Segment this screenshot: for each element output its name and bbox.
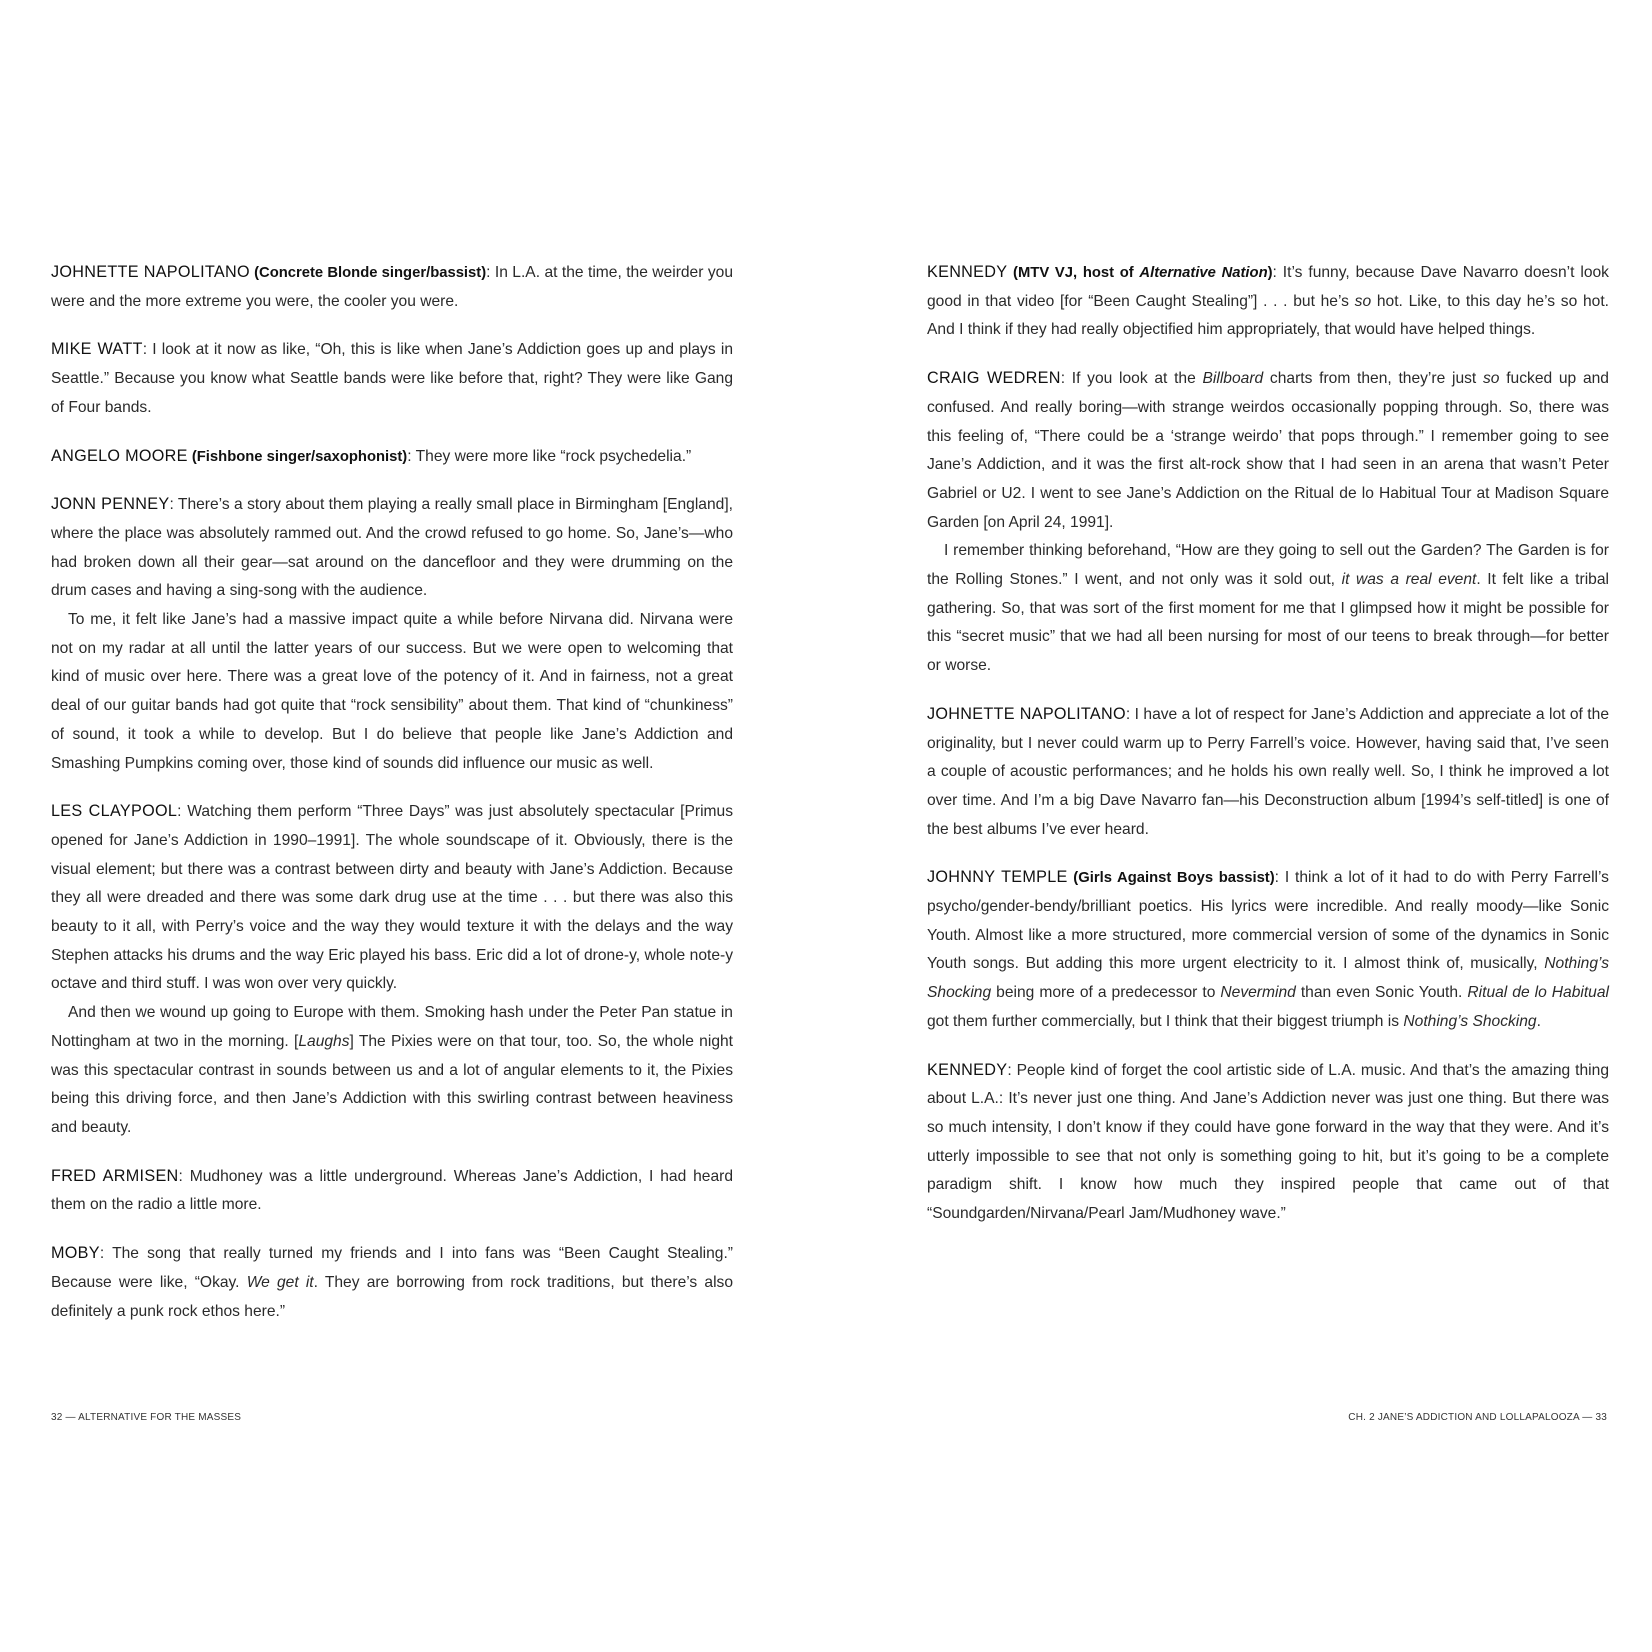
right-page-text [927, 258, 1609, 1248]
text-segment: than even Sonic Youth. [1295, 984, 1468, 1002]
text-segment: so [1354, 292, 1372, 310]
entry-paragraph [927, 863, 1609, 1036]
text-segment: : I have a lot of respect for Jane’s Addiction and appreciate a lot of the originality, but I never could warm up to Perry Farrell’s voice. However, having said that, I’ve seen a couple of acoustic performances; and he holds his own really well. So, I think he improved a lot over time. And I’m a big Dave Navarro fan—his Deconstruction album [1994’s self-titled] is one of the best albums I’ve ever heard. [927, 705, 1609, 838]
speaker-name: JOHNNY TEMPLE [927, 868, 1068, 887]
speaker-role: Alternative Nation [1139, 265, 1268, 281]
text-segment: Billboard [1202, 370, 1264, 388]
entry-paragraph [51, 1239, 733, 1326]
text-segment: ] The Pixies were on that tour, too. So, the whole night was this spectacular contrast in sounds between us and a lot of angular elements to it, the Pixies being this driving force, and then Jane’s Addiction with this swirling contrast between heaviness and beauty. [51, 1032, 733, 1136]
text-segment: so [1483, 370, 1500, 388]
interview-entry [51, 335, 733, 422]
interview-entry [51, 258, 733, 316]
speaker-name: ANGELO MOORE [51, 446, 188, 465]
text-segment: it was a real event [1341, 571, 1477, 589]
text-segment: hot. Like, to this day he’s so hot. And I think if they had really objectified him appropriately, that would have helped things. [927, 292, 1609, 339]
text-segment: : I think a lot of it had to do with Perry Farrell’s psycho/gender-bendy/brilliant poetics. His lyrics were incredible. And really moody—like Sonic Youth. Almost like a more structured, more commercial version of some of the dynamics in Sonic Youth songs. But adding this more urgent electricity to it. I almost think of, musically, [927, 869, 1609, 973]
text-segment: And then we wound up going to Europe with them. Smoking hash under the Peter Pan statue in Nottingham at two in the morning. [ [51, 1004, 733, 1050]
text-segment: We get it [246, 1273, 314, 1291]
interview-entry [51, 1162, 733, 1220]
entry-paragraph [51, 442, 733, 472]
interview-entry [51, 1239, 733, 1326]
speaker-role: (Concrete Blonde singer/bassist) [249, 265, 487, 281]
text-segment: : Mudhoney was a little underground. Whereas Jane’s Addiction, I had heard them on the radio a little more. [51, 1167, 733, 1214]
interview-entry [927, 700, 1609, 845]
text-segment: I remember thinking beforehand, “How are they going to sell out the Garden? The Garden is for the Rolling Stones.” I went, and not only was it sold out, [927, 542, 1609, 589]
text-segment: . It felt like a tribal gathering. So, that was sort of the first moment for me that I glimpsed how it might be possible for this “secret music” that we had all been nursing for most of our teens to break through—for better or worse. [927, 571, 1609, 675]
text-segment: : It’s funny, because Dave Navarro doesn’t look good in that video [for “Been Caught Stealing”] . . . but he’s [927, 264, 1609, 310]
entry-paragraph [927, 364, 1609, 537]
speaker-name: KENNEDY [927, 263, 1008, 281]
speaker-name: MIKE WATT [51, 340, 143, 359]
entry-paragraph [51, 490, 733, 606]
text-segment: : I look at it now as like, “Oh, this is like when Jane’s Addiction goes up and plays in Seattle.” Because you know what Seattle bands were like before that, right? They were like Gang of Four bands. [51, 341, 733, 416]
left-page-text [51, 258, 733, 1345]
interview-entry [51, 797, 733, 1142]
text-segment: . They are borrowing from rock traditions, but there’s also definitely a punk rock ethos here.” [51, 1273, 733, 1320]
interview-entry [927, 1056, 1609, 1229]
text-segment: : They were more like “rock psychedelia.” [407, 447, 692, 465]
speaker-role: ) [1267, 265, 1273, 281]
speaker-role: (MTV VJ, host of [1007, 265, 1140, 281]
speaker-name: FRED ARMISEN [51, 1166, 179, 1185]
entry-paragraph [927, 537, 1609, 681]
left-page-footer: 32 — ALTERNATIVE FOR THE MASSES [51, 1412, 242, 1423]
speaker-role: (Fishbone singer/saxophonist) [187, 448, 408, 465]
entry-paragraph [927, 258, 1609, 345]
text-segment: : If you look at the [1060, 370, 1203, 388]
entry-paragraph [51, 335, 733, 422]
text-segment: got them further commercially, but I think that their biggest triumph is [927, 1012, 1404, 1030]
text-segment: charts from then, they’re just [1263, 370, 1483, 388]
entry-paragraph [51, 258, 733, 316]
entry-paragraph [927, 700, 1609, 845]
text-segment: Nothing’s Shocking [927, 955, 1609, 1002]
interview-entry [927, 364, 1609, 681]
speaker-name: MOBY [51, 1244, 100, 1263]
text-segment: : People kind of forget the cool artistic side of L.A. music. And that’s the amazing thing about L.A.: It’s never just one thing. And Jane’s Addiction never was just one thing. But there was so much intensity, I don’t know if they could have gone forward in the way that they were. And it’s utterly impossible to see that not only is something going to hit, but it’s going to be a complete paradigm shift. I know how much they inspired people that came out of that “Soundgarden/Nirvana/Pearl Jam/Mudhoney wave.” [927, 1061, 1609, 1223]
text-segment: Nothing’s Shocking [1403, 1012, 1537, 1030]
entry-paragraph [927, 1056, 1609, 1229]
text-segment: being more of a predecessor to [991, 984, 1221, 1002]
speaker-name: JOHNETTE NAPOLITANO [927, 704, 1126, 723]
text-segment: To me, it felt like Jane’s had a massive impact quite a while before Nirvana did. Nirvana were not on my radar at all until the latter years of our success. But we were open to welcoming that kind of music over here. There was a great love of the potency of it. And in fairness, not a great deal of our guitar bands had got quite that “rock sensibility” about them. That kind of “chunkiness” of sound, it took a while to develop. But I do believe that people like Jane’s Addiction and Smashing Pumpkins coming over, those kind of sounds did influence our music as well. [51, 611, 733, 772]
text-segment: : In L.A. at the time, the weirder you were and the more extreme you were, the cooler you were. [51, 264, 733, 310]
speaker-role: (Girls Against Boys bassist) [1067, 870, 1275, 887]
text-segment: . [1536, 1012, 1541, 1030]
text-segment: : Watching them perform “Three Days” was just absolutely spectacular [Primus opened for Jane’s Addiction in 1990–1991]. The whole soundscape of it. Obviously, there is the visual element; but there was a contrast between dirty and beauty with Jane’s Addiction. Because they all were dreaded and there was some dark drug use at the time . . . but there was also this beauty to it all, with Perry’s voice and the way they would texture it with the delays and the way Stephen attacks his drums and the way Eric played his bass. Eric did a lot of drone-y, whole note-y octave and third stuff. I was won over very quickly. [51, 803, 733, 993]
speaker-name: JONN PENNEY [51, 495, 170, 514]
interview-entry [927, 258, 1609, 345]
speaker-name: KENNEDY [927, 1060, 1008, 1079]
speaker-name: CRAIG WEDREN [927, 369, 1061, 388]
text-segment: Laughs [298, 1032, 350, 1050]
text-segment: Nevermind [1220, 984, 1296, 1002]
speaker-name: JOHNETTE NAPOLITANO [51, 263, 250, 281]
text-segment: : There’s a story about them playing a really small place in Birmingham [England], where the place was absolutely rammed out. And the crowd refused to go home. So, Jane’s—who had broken down all their gear—sat around on the dancefloor and they were drumming on the drum cases and having a sing-song with the audience. [51, 496, 733, 600]
entry-paragraph [51, 999, 733, 1143]
entry-paragraph [51, 1162, 733, 1220]
right-page-footer: CH. 2 JANE’S ADDICTION AND LOLLAPALOOZA — 33 [1348, 1412, 1607, 1423]
entry-paragraph [51, 797, 733, 999]
text-segment: Ritual de lo Habitual [1467, 984, 1609, 1002]
interview-entry [51, 490, 733, 778]
speaker-name: LES CLAYPOOL [51, 802, 178, 821]
text-segment: fucked up and confused. And really boring—with strange weirdos occasionally popping through. So, there was this feeling of, “There could be a ‘strange weirdo’ that pops through.” I remember going to see Jane’s Addiction, and it was the first alt-rock show that I had seen in an arena that wasn’t Peter Gabriel or U2. I went to see Jane’s Addiction on the Ritual de lo Habitual Tour at Madison Square Garden [on April 24, 1991]. [927, 370, 1609, 531]
entry-paragraph [51, 606, 733, 778]
interview-entry [51, 442, 733, 472]
text-segment: : The song that really turned my friends and I into fans was “Been Caught Stealing.” Because were like, “Okay. [51, 1245, 733, 1291]
interview-entry [927, 863, 1609, 1036]
